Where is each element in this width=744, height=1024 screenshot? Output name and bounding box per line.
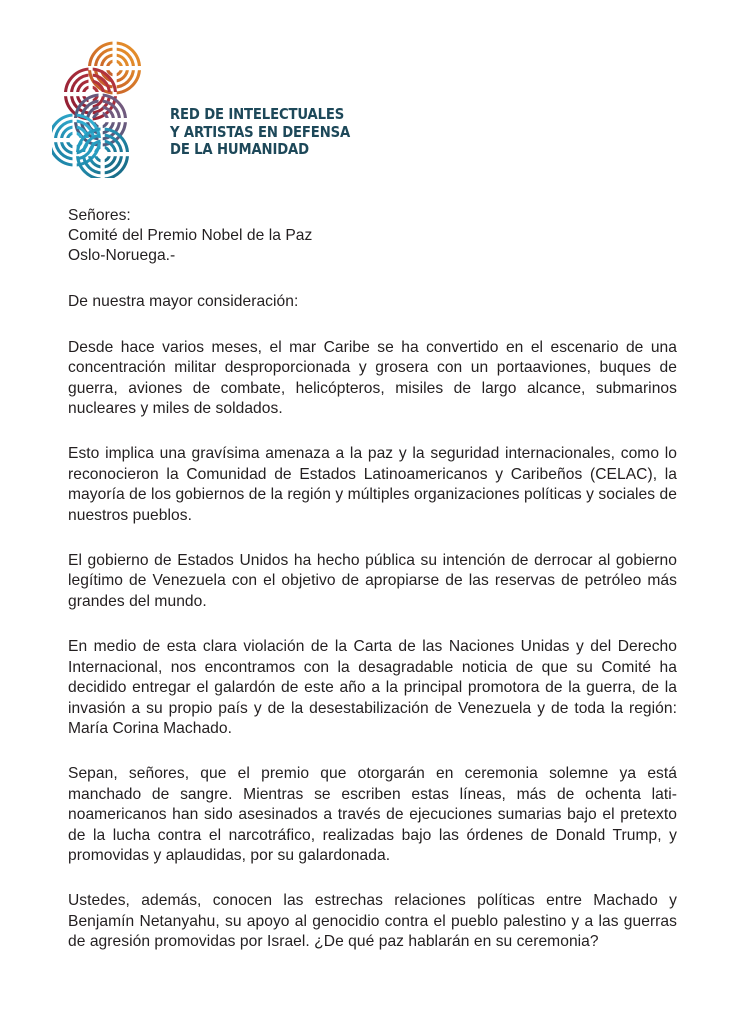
- spiral-logo-svg: [52, 30, 188, 178]
- letter-paragraph-6: Ustedes, además, conocen las estrechas relaciones políticas entre Machado y Benjamín Netanyahu, su apoyo al genocidio contra el pueblo palestino y a las guerras de agresión promovidas por Israel. ¿De qué paz hablarán en su ceremonia?: [68, 892, 677, 951]
- letterhead: [52, 30, 352, 180]
- addressee-line-committee: Comité del Premio Nobel de la Paz: [68, 227, 313, 245]
- letter-salutation: De nuestra mayor consideración:: [68, 292, 299, 310]
- letter-paragraph-5: Sepan, señores, que el premio que otorgarán en ceremonia solemne ya está manchado de sangre. Mientras se escriben estas líneas, más de ochenta latinoamericanos han sido asesinados a través de ejecuciones sumarias bajo el pretexto de la lucha contra el narcotráfico, realizadas bajo las órdenes de Donald Trump, y promovidas y aplaudidas, por su galardonada.: [68, 765, 677, 864]
- letter-paragraph-1: Desde hace varios meses, el mar Caribe se ha convertido en el escenario de una concentración militar desproporcionada y grosera con un portaaviones, buques de guerra, aviones de combate, helicópteros, misiles de largo alcance, submarinos nucleares y miles de soldados.: [68, 338, 677, 418]
- organization-logo: [52, 30, 188, 178]
- addressee-line-salutation: Señores:: [68, 207, 131, 224]
- addressee-block: [68, 206, 677, 267]
- spiral-deep-teal: [78, 129, 128, 178]
- letter-paragraph-4: En medio de esta clara violación de la Carta de las Naciones Unidas y del Derecho Internacional, nos encontramos con la desagradable noticia de que su Comité ha decidido entregar el galardón de este año a la principal promotora de la guerra, de la invasión a su propio país y de la desestabilización de Venezuela y de toda la región: María Corina Machado.: [68, 638, 677, 737]
- wordmark-line-2: Y ARTISTAS EN DEFENSA: [170, 122, 351, 141]
- addressee-line-location: Oslo-Noruega.-: [68, 247, 176, 265]
- letter-body: [68, 206, 677, 953]
- wordmark-line-1: RED DE INTELECTUALES: [170, 105, 345, 123]
- wordmark-line-3: DE LA HUMANIDAD: [170, 140, 309, 158]
- letter-paragraph-2: Esto implica una gravísima amenaza a la paz y la seguridad internacionales, como lo reconocieron la Comunidad de Estados Latinoamericanos y Caribeños (CELAC), la mayoría de los gobiernos de la región y múltiples organizaciones políticas y sociales de nuestros pueblos.: [68, 445, 677, 524]
- letter-paragraph-3: El gobierno de Estados Unidos ha hecho pública su intención de derrocar al gobierno legítimo de Venezuela con el objetivo de apropiarse de las reservas de petróleo más grandes del mundo.: [68, 552, 677, 610]
- organization-wordmark: [170, 106, 385, 159]
- spiral-teal: [52, 115, 100, 165]
